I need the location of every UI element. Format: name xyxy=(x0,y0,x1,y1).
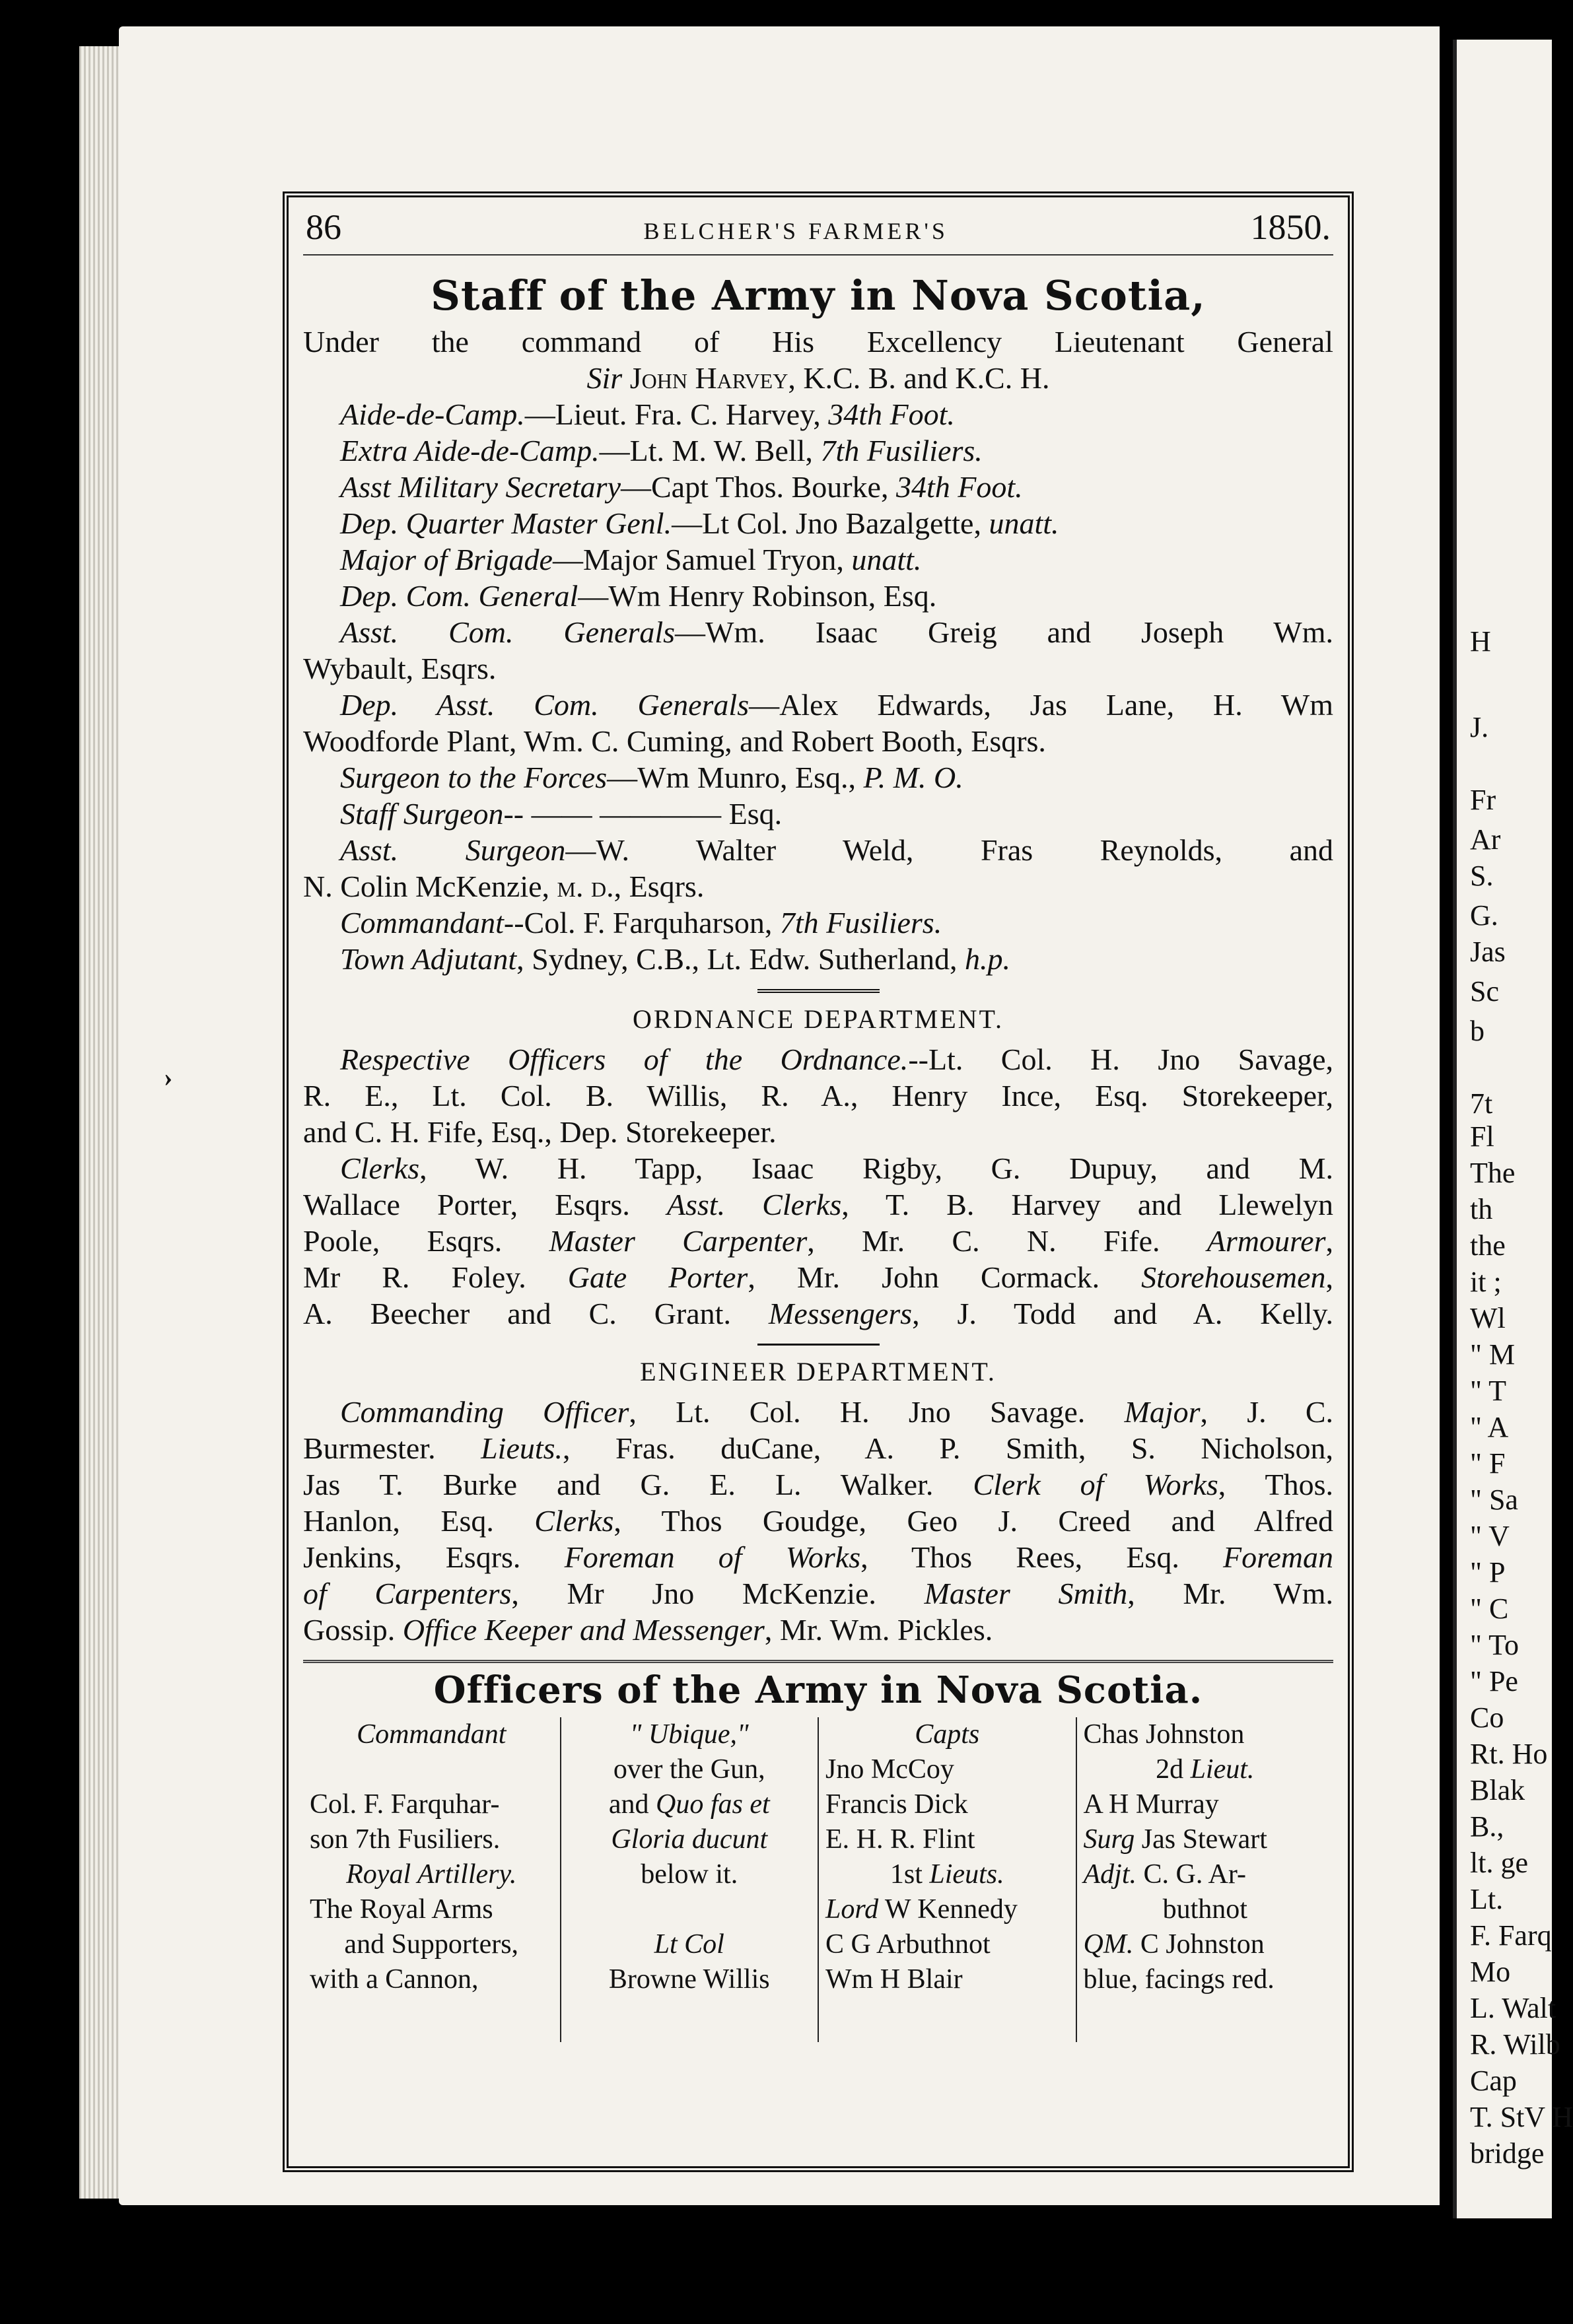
officers-line: and Quo fas et xyxy=(608,1789,770,1820)
staff-line: Wybault, Esqrs. xyxy=(303,652,497,685)
staff-title: Staff of the Army in Nova Scotia, xyxy=(431,271,1206,320)
staff-line: Surgeon to the Forces—Wm Munro, Esq., P. M. O. xyxy=(340,761,963,794)
section-divider xyxy=(757,1344,880,1346)
next-page-fragment: Lt. xyxy=(1470,1883,1504,1915)
engineer-heading: ENGINEER DEPARTMENT. xyxy=(640,1357,996,1386)
officers-line: E. H. R. Flint xyxy=(825,1824,975,1855)
ordnance-heading: ORDNANCE DEPARTMENT. xyxy=(632,1004,1004,1034)
page-content xyxy=(303,207,1333,2157)
staff-line: Aide-de-Camp.—Lieut. Fra. C. Harvey, 34th Foot. xyxy=(340,397,955,431)
next-page-fragment: Fr xyxy=(1470,784,1496,816)
officers-line: Royal Artillery. xyxy=(346,1859,517,1890)
next-page-fragment: J. xyxy=(1470,711,1489,743)
ordnance-line: and C. H. Fife, Esq., Dep. Storekeeper. xyxy=(303,1115,777,1149)
staff-line: N. Colin McKenzie, m. d., Esqrs. xyxy=(303,870,705,903)
next-page-fragment: Ar xyxy=(1470,823,1501,856)
officers-line: Lord W Kennedy xyxy=(825,1894,1018,1925)
officers-line: below it. xyxy=(641,1859,738,1890)
officers-line: Francis Dick xyxy=(825,1789,968,1820)
next-page-fragment: " P xyxy=(1470,1556,1506,1589)
staff-line: Staff Surgeon-- —— ———— Esq. xyxy=(340,797,783,831)
staff-list xyxy=(303,324,1333,977)
next-page-fragment: " F xyxy=(1470,1447,1506,1480)
next-page-fragment: Wl xyxy=(1470,1302,1506,1334)
engineer-line: of Carpenters, Mr Jno McKenzie. Master Smith, Mr. Wm. xyxy=(303,1577,1333,1610)
officers-line: QM. C Johnston xyxy=(1083,1929,1265,1960)
officers-line: A H Murray xyxy=(1083,1789,1219,1820)
officers-columns xyxy=(303,1717,1333,2042)
officers-line: C G Arbuthnot xyxy=(825,1929,991,1960)
officers-line: Gloria ducunt xyxy=(611,1824,768,1855)
staff-line: Woodforde Plant, Wm. C. Cuming, and Robert Booth, Esqrs. xyxy=(303,724,1046,758)
officers-line: Col. F. Farquhar- xyxy=(310,1789,500,1820)
officers-line: Adjt. C. G. Ar- xyxy=(1083,1859,1246,1890)
ordnance-list xyxy=(303,1041,1333,1332)
ordnance-line: Wallace Porter, Esqrs. Asst. Clerks, T. B. Harvey and Llewelyn xyxy=(303,1188,1333,1221)
next-page-fragment: " Pe xyxy=(1470,1665,1518,1697)
next-page-fragment: Cap xyxy=(1470,2065,1517,2097)
next-page-fragment: b xyxy=(1470,1015,1485,1047)
engineer-line: Burmester. Lieuts., Fras. duCane, A. P. Smith, S. Nicholson, xyxy=(303,1431,1333,1465)
next-page-fragment: " V xyxy=(1470,1520,1510,1552)
next-page-fragment: B., xyxy=(1470,1810,1504,1843)
officers-line: 1st Lieuts. xyxy=(890,1859,1004,1890)
officers-column-1 xyxy=(303,1717,561,2042)
engineer-line: Commanding Officer, Lt. Col. H. Jno Savage. Major, J. C. xyxy=(340,1395,1334,1429)
next-page-fragment: it ; xyxy=(1470,1266,1502,1298)
engineer-line: Gossip. Office Keeper and Messenger, Mr. Wm. Pickles. xyxy=(303,1613,993,1647)
next-page-fragment: " Sa xyxy=(1470,1484,1518,1516)
officers-line: Surg Jas Stewart xyxy=(1083,1824,1267,1855)
page-frame xyxy=(283,191,1354,2172)
section-divider xyxy=(303,1660,1333,1663)
officers-line: Browne Willis xyxy=(608,1964,770,1995)
next-page-fragment: H xyxy=(1470,625,1491,658)
next-page-fragment: bridge xyxy=(1470,2137,1545,2170)
next-page-fragment: lt. ge xyxy=(1470,1847,1528,1879)
officers-line: Capts xyxy=(915,1719,980,1750)
next-page-fragment: R. Wilb xyxy=(1470,2028,1560,2061)
staff-line: Asst. Surgeon—W. Walter Weld, Fras Reynolds, and xyxy=(340,833,1333,867)
staff-line: Commandant--Col. F. Farquharson, 7th Fusiliers. xyxy=(340,906,942,940)
next-page-fragment: F. Farq xyxy=(1470,1919,1552,1952)
engineer-line: Hanlon, Esq. Clerks, Thos Goudge, Geo J. Creed and Alfred xyxy=(303,1504,1333,1538)
next-page-fragment: Blak xyxy=(1470,1774,1525,1806)
officers-column-3 xyxy=(819,1717,1077,2042)
engineer-line: Jenkins, Esqrs. Foreman of Works, Thos Rees, Esq. Foreman xyxy=(303,1540,1333,1574)
next-page-fragment: Mo xyxy=(1470,1956,1511,1988)
next-page-fragment: th xyxy=(1470,1193,1493,1225)
next-page-fragment: The xyxy=(1470,1157,1516,1189)
next-page-fragment: Co xyxy=(1470,1701,1504,1734)
officers-line: Wm H Blair xyxy=(825,1964,963,1995)
ordnance-line: Mr R. Foley. Gate Porter, Mr. John Cormack. Storehousemen, xyxy=(303,1260,1333,1294)
officers-line: 2d Lieut. xyxy=(1156,1754,1255,1785)
officers-line: son 7th Fusiliers. xyxy=(310,1824,501,1855)
officers-line: and Supporters, xyxy=(344,1929,519,1960)
officers-line: with a Cannon, xyxy=(310,1964,479,1995)
staff-line: Dep. Com. General—Wm Henry Robinson, Esq. xyxy=(340,579,937,613)
running-header xyxy=(303,207,1333,256)
staff-line: Dep. Quarter Master Genl.—Lt Col. Jno Bazalgette, unatt. xyxy=(340,506,1059,540)
officers-column-2 xyxy=(561,1717,820,2042)
officers-line: buthnot xyxy=(1162,1894,1247,1925)
next-page-fragment: Fl xyxy=(1470,1120,1494,1153)
ordnance-line: Clerks, W. H. Tapp, Isaac Rigby, G. Dupuy, and M. xyxy=(340,1151,1333,1185)
next-page-fragment: S. xyxy=(1470,860,1494,892)
next-page-fragment: Sc xyxy=(1470,975,1499,1008)
margin-mark: › xyxy=(164,1062,173,1092)
staff-line: Asst Military Secretary—Capt Thos. Bourke, 34th Foot. xyxy=(340,470,1023,504)
next-page-fragment: L. Walt xyxy=(1470,1992,1556,2024)
officers-column-4 xyxy=(1077,1717,1334,2042)
staff-line: Under the command of His Excellency Lieutenant General xyxy=(303,325,1333,359)
year: 1850. xyxy=(1250,207,1331,247)
staff-line: Asst. Com. Generals—Wm. Isaac Greig and Joseph Wm. xyxy=(340,615,1333,649)
section-divider xyxy=(757,989,880,993)
staff-line: Town Adjutant, Sydney, C.B., Lt. Edw. Sutherland, h.p. xyxy=(340,942,1011,976)
next-page-fragment: T. StV H xyxy=(1470,2101,1573,2133)
staff-line: Major of Brigade—Major Samuel Tryon, unatt. xyxy=(340,543,922,576)
next-page-fragment: the xyxy=(1470,1229,1506,1262)
next-page-fragment: " T xyxy=(1470,1375,1507,1407)
officers-line: Jno McCoy xyxy=(825,1754,954,1785)
next-page-fragment: Jas xyxy=(1470,936,1506,968)
officers-title: Officers of the Army in Nova Scotia. xyxy=(433,1668,1203,1712)
officers-line: blue, facings red. xyxy=(1083,1964,1275,1995)
officers-line: " Ubique," xyxy=(629,1719,749,1750)
staff-line: Dep. Asst. Com. Generals—Alex Edwards, Jas Lane, H. Wm xyxy=(340,688,1333,722)
officers-line xyxy=(310,1752,553,1787)
ordnance-line: Poole, Esqrs. Master Carpenter, Mr. C. N. Fife. Armourer, xyxy=(303,1224,1333,1258)
next-page-fragment: " To xyxy=(1470,1629,1519,1661)
next-page-fragment: " M xyxy=(1470,1338,1516,1371)
next-page-edge xyxy=(1453,40,1573,2218)
officers-line: over the Gun, xyxy=(613,1754,765,1785)
ordnance-line: R. E., Lt. Col. B. Willis, R. A., Henry Ince, Esq. Storekeeper, xyxy=(303,1079,1333,1112)
officers-line: Lt Col xyxy=(654,1929,724,1960)
next-page-fragment: 7t xyxy=(1470,1087,1493,1120)
next-page-fragment: " A xyxy=(1470,1411,1509,1443)
engineer-line: Jas T. Burke and G. E. L. Walker. Clerk of Works, Thos. xyxy=(303,1468,1334,1501)
ordnance-line: Respective Officers of the Ordnance.--Lt. Col. H. Jno Savage, xyxy=(340,1042,1333,1076)
next-page-fragment: " C xyxy=(1470,1592,1509,1625)
engineer-list xyxy=(303,1394,1333,1648)
officers-line: Chas Johnston xyxy=(1083,1719,1245,1750)
running-title: BELCHER'S FARMER'S xyxy=(643,218,948,244)
next-page-fragment: G. xyxy=(1470,899,1498,932)
page-number: 86 xyxy=(306,207,341,247)
officers-line: The Royal Arms xyxy=(310,1894,493,1925)
staff-line: Sir John Harvey, K.C. B. and K.C. H. xyxy=(586,361,1050,395)
next-page-fragment: Rt. Ho xyxy=(1470,1738,1548,1770)
officers-line: Commandant xyxy=(357,1719,507,1750)
ordnance-line: A. Beecher and C. Grant. Messengers, J. Todd and A. Kelly. xyxy=(303,1297,1333,1330)
staff-line: Extra Aide-de-Camp.—Lt. M. W. Bell, 7th Fusiliers. xyxy=(340,434,983,467)
officers-line xyxy=(568,1892,812,1927)
